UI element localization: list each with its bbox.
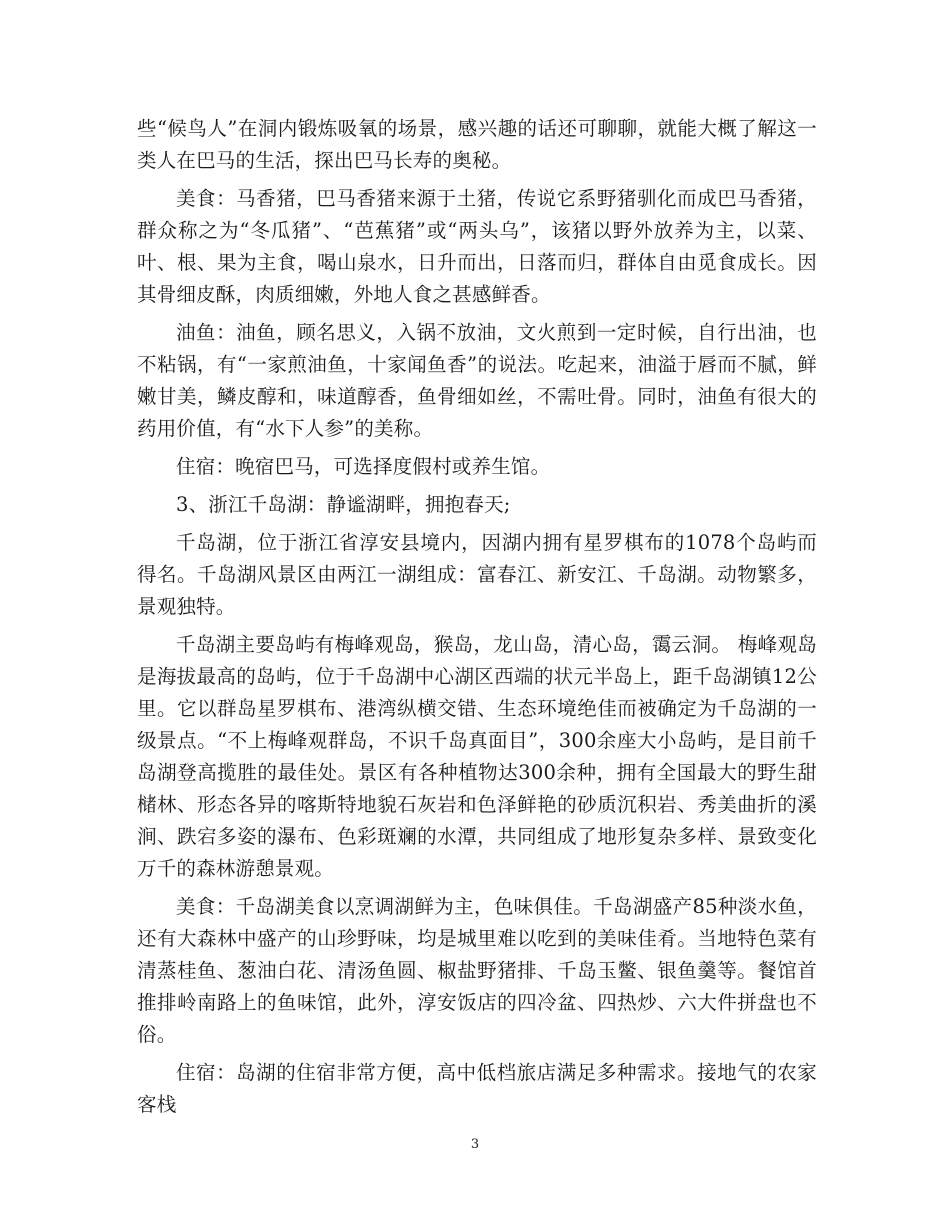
paragraph-9: 住宿：岛湖的住宿非常方便，高中低档旅店满足多种需求。接地气的农家客栈 [137,1061,817,1116]
paragraph-8: 美食：千岛湖美食以烹调湖鲜为主，色味俱佳。千岛湖盛产85种淡水鱼，还有大森林中盛产的山珍野味，均是城里难以吃到的美味佳肴。当地特色菜有清蒸桂鱼、葱油白花、清汤鱼圆、椒盐野猪排、千岛玉鳖、银鱼羹等。餐馆首推排岭南路上的鱼味馆，此外，淳安饭店的四冷盆、四热炒、六大件拼盘也不俗。 [137,895,817,1046]
paragraph-1: 些“候鸟人”在洞内锻炼吸氧的场景，感兴趣的话还可聊聊，就能大概了解这一类人在巴马的生活，探出巴马长寿的奥秘。 [137,117,817,172]
paragraph-6: 千岛湖，位于浙江省淳安县境内，因湖内拥有星罗棋布的1078个岛屿而得名。千岛湖风景区由两江一湖组成：富春江、新安江、千岛湖。动物繁多，景观独特。 [137,531,817,618]
paragraph-4: 住宿：晚宿巴马，可选择度假村或养生馆。 [176,455,551,478]
paragraph-3: 油鱼：油鱼，顾名思义，入锅不放油，文火煎到一定时候，自行出油，也不粘锅，有“一家煎油鱼，十家闻鱼香”的说法。吃起来，油溢于唇而不腻，鲜嫩甘美，鳞皮醇和，味道醇香，鱼骨细如丝，不需吐骨。同时，油鱼有很大的药用价值，有“水下人参”的美称。 [137,321,817,440]
paragraph-5-section-heading: 3、浙江千岛湖：静谧湖畔，拥抱春天; [176,493,511,516]
document-body [137,113,817,1127]
paragraph-2: 美食：马香猪，巴马香猪来源于土猪，传说它系野猪驯化而成巴马香猪，群众称之为“冬瓜猪”、“芭蕉猪”或“两头乌”，该猪以野外放养为主，以菜、叶、根、果为主食，喝山泉水，日升而出，日落而归，群体自由觅食成长。因其骨细皮酥，肉质细嫩，外地人食之甚感鲜香。 [137,187,817,306]
paragraph-7: 千岛湖主要岛屿有梅峰观岛，猴岛，龙山岛，清心岛，霭云洞。 梅峰观岛是海拔最高的岛屿，位于千岛湖中心湖区西端的状元半岛上，距千岛湖镇12公里。它以群岛星罗棋布、港湾纵横交错、生态环境绝佳而被确定为千岛湖的一级景点。“不上梅峰观群岛，不识千岛真面目”，300余座大小岛屿，是目前千岛湖登高揽胜的最佳处。景区有各种植物达300余种，拥有全国最大的野生甜槠林、形态各异的喀斯特地貌石灰岩和色泽鲜艳的砂质沉积岩、秀美曲折的溪涧、跌宕多姿的瀑布、色彩斑斓的水潭，共同组成了地形复杂多样、景致变化万千的森林游憩景观。 [137,633,817,880]
page-number: 3 [470,1137,480,1152]
